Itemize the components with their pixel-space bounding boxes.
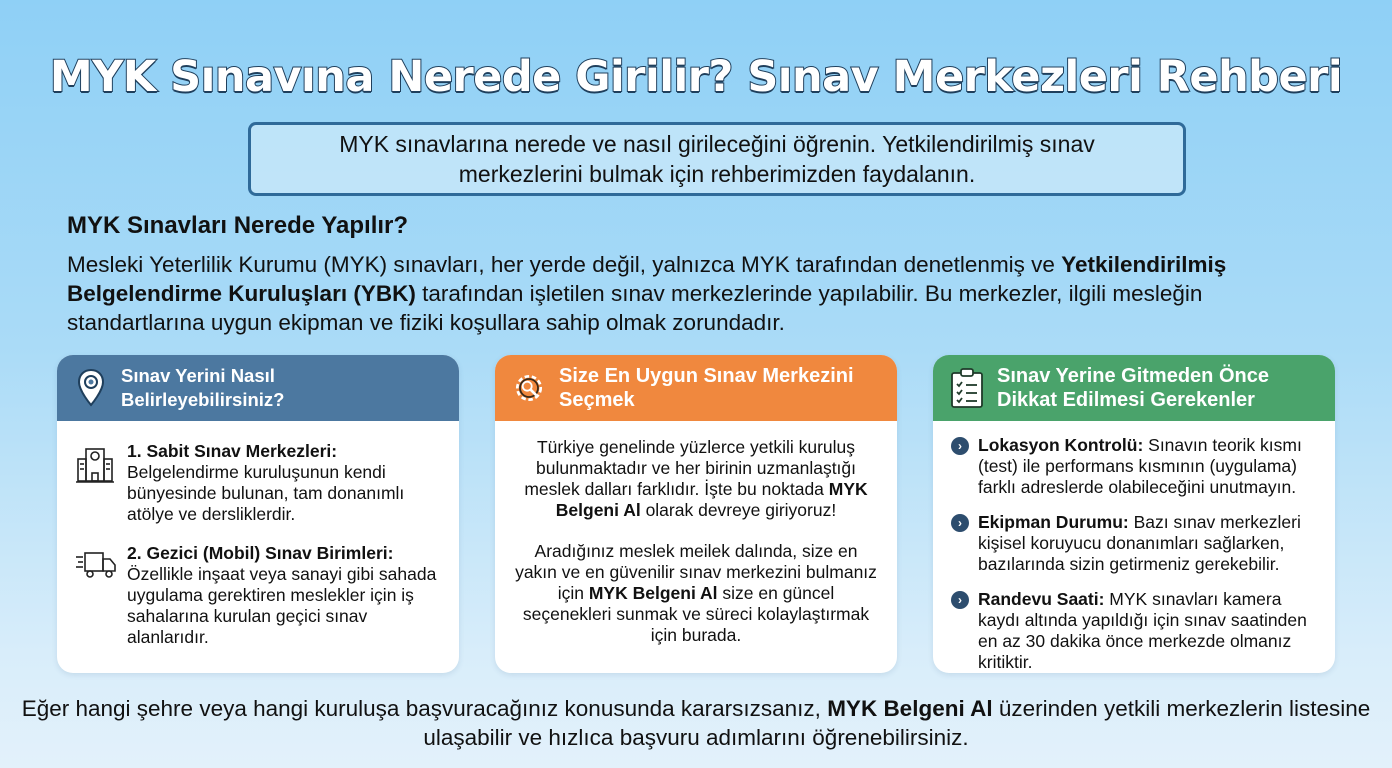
paragraph-text: Aradığınız meslek meilek dalında, size en yakın ve en güvenilir sınav merkezini bulmanız için xyxy=(515,541,877,603)
card-header xyxy=(495,355,897,421)
paragraph-text: size en güncel seçenekleri sunmak ve süreci kolaylaştırmak için burada. xyxy=(522,583,870,645)
bullet-text: MYK sınavları kamera kaydı altında yapıldığı için sınav saatinden en az 30 dakika önce merkezde olmanız kritiktir. xyxy=(978,589,1307,672)
card-header xyxy=(57,355,459,421)
list-item xyxy=(951,435,1317,498)
card-title: Sınav Yerini Nasıl Belirleyebilirsiniz? xyxy=(121,365,285,410)
building-icon xyxy=(75,441,119,525)
list-item xyxy=(75,441,441,525)
bullet-heading: Ekipman Durumu: xyxy=(978,512,1129,532)
footer-text xyxy=(0,694,1392,752)
card-paragraph xyxy=(515,541,877,646)
item-heading: 1. Sabit Sınav Merkezleri: xyxy=(127,441,338,461)
location-pin-icon xyxy=(73,368,109,408)
section-heading: MYK Sınavları Nerede Yapılır? xyxy=(67,212,409,239)
footer-part-2: üzerinden yetkili merkezlerin listesine ulaşabilir ve hızlıca başvuru adımlarını öğrenebilirsiniz. xyxy=(423,696,1371,750)
card-header xyxy=(933,355,1335,421)
footer-part-1: Eğer hangi şehre veya hangi kuruluşa başvuracağınız konusunda kararsızsanız, xyxy=(21,696,828,721)
intro-bold: Yetkilendirilmiş Belgelendirme Kuruluşları (YBK) xyxy=(67,252,1227,306)
intro-text-2: tarafından işletilen sınav merkezlerinde yapılabilir. Bu merkezler, ilgili mesleğin standartlarına uygun ekipman ve fiziki koşullara sahip olmak zorundadır. xyxy=(67,281,1203,335)
brand-name: MYK Belgeni Al xyxy=(827,696,993,721)
brand-name: MYK Belgeni Al xyxy=(555,479,868,520)
subtitle-box xyxy=(248,122,1186,196)
paragraph-text: Türkiye genelinde yüzlerce yetkili kuruluş bulunmaktadır ve her birinin uzmanlaştığı meslek dalları farklıdır. İşte bu noktada xyxy=(524,437,857,499)
chevron-right-icon: › xyxy=(951,437,969,455)
card-choose-center xyxy=(495,355,897,673)
paragraph-text: olarak devreye giriyoruz! xyxy=(640,500,837,520)
chevron-right-icon: › xyxy=(951,591,969,609)
subtitle-text: MYK sınavlarına nerede ve nasıl girileceğini öğrenin. Yetkilendirilmiş sınav merkezlerini bulmak için rehberimizden faydalanın. xyxy=(339,131,1095,187)
list-item xyxy=(75,543,441,648)
item-heading: 2. Gezici (Mobil) Sınav Birimleri: xyxy=(127,543,394,563)
bullet-heading: Lokasyon Kontrolü: xyxy=(978,435,1144,455)
intro-paragraph xyxy=(67,250,1337,337)
item-text: Özellikle inşaat veya sanayi gibi sahada uygulama gerektiren meslekler için iş sahalarına kurulan geçici sınav alanlarıdır. xyxy=(127,564,437,647)
intro-text-1: Mesleki Yeterlilik Kurumu (MYK) sınavları, her yerde değil, yalnızca MYK tarafından denetlenmiş ve xyxy=(67,252,1062,277)
card-before-going xyxy=(933,355,1335,673)
item-text: Belgelendirme kuruluşunun kendi bünyesinde bulunan, tam donanımlı atölye ve dersliklerdir. xyxy=(127,462,405,524)
clipboard-checklist-icon xyxy=(949,368,985,408)
card-paragraph xyxy=(515,437,877,521)
card-title: Sınav Yerine Gitmeden Önce Dikkat Edilmesi Gerekenler xyxy=(997,365,1269,411)
card-title: Size En Uygun Sınav Merkezini Seçmek xyxy=(559,365,854,411)
card-how-to-determine xyxy=(57,355,459,673)
brand-name: MYK Belgeni Al xyxy=(588,583,718,603)
gear-search-icon xyxy=(511,368,547,408)
chevron-right-icon: › xyxy=(951,514,969,532)
truck-icon xyxy=(75,543,119,648)
bullet-text: Sınavın teorik kısmı (test) ile performans kısmının (uygulama) farklı adreslerde olabileceğini unutmayın. xyxy=(978,435,1302,497)
list-item xyxy=(951,512,1317,575)
page-title: MYK Sınavına Nerede Girilir? Sınav Merkezleri Rehberi xyxy=(49,52,1343,102)
bullet-heading: Randevu Saati: xyxy=(978,589,1105,609)
bullet-text: Bazı sınav merkezleri kişisel koruyucu donanımları sağlarken, bazılarında sizin getirmeniz gerekebilir. xyxy=(978,512,1301,574)
list-item xyxy=(951,589,1317,673)
